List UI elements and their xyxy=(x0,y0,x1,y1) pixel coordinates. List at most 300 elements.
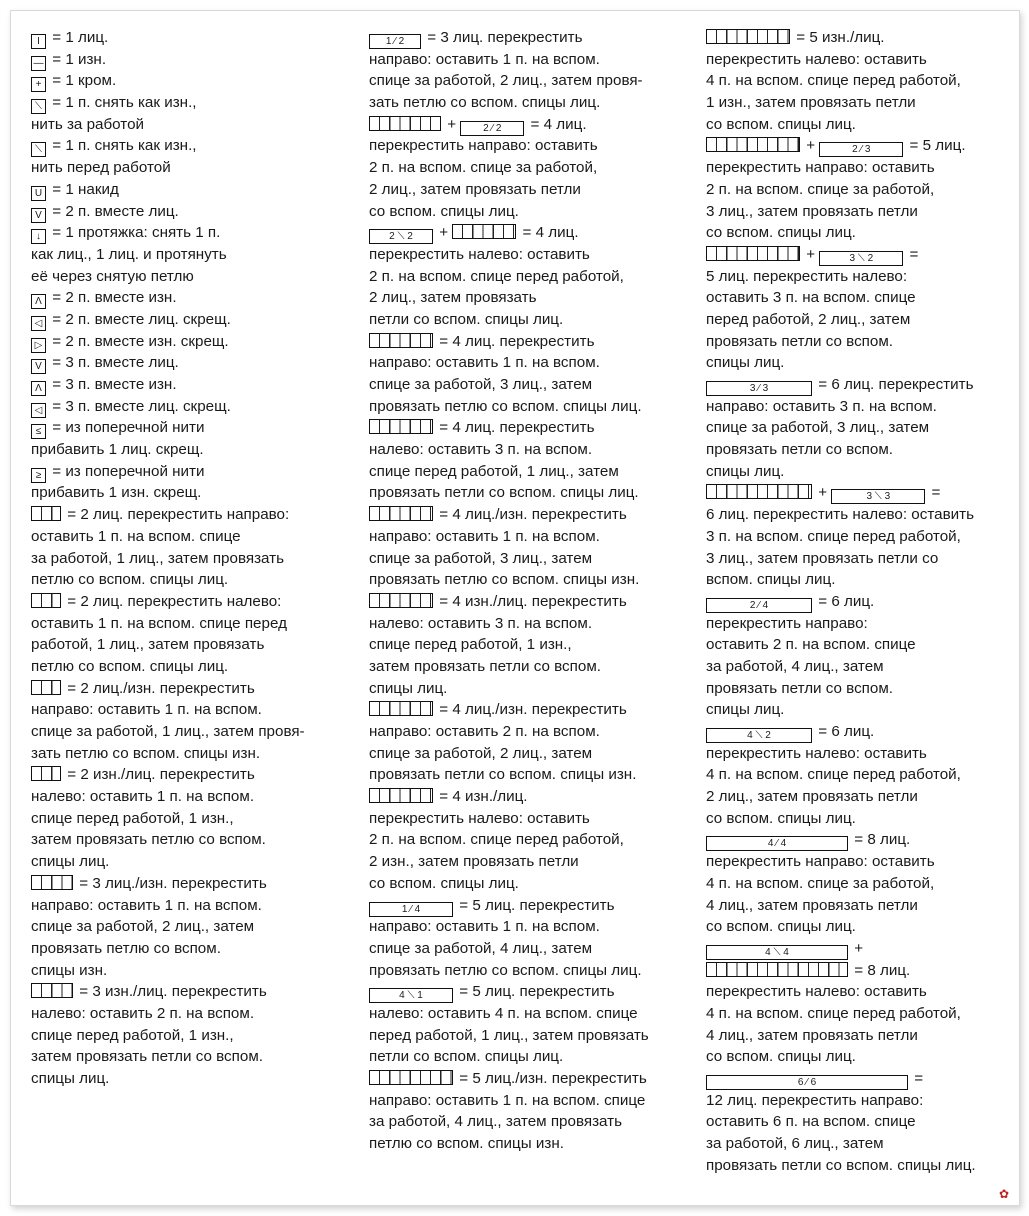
legend-line xyxy=(31,439,351,461)
legend-line xyxy=(369,699,699,721)
stitch-symbol-icon: + xyxy=(31,77,46,92)
legend-text: провязать петли со вспом. xyxy=(706,441,894,459)
legend-line xyxy=(706,92,1011,114)
legend-text: = 4 лиц. xyxy=(530,115,587,133)
legend-line xyxy=(31,396,351,418)
legend-text: направо: оставить 1 п. на вспом. xyxy=(369,354,600,372)
cable-symbol-icon xyxy=(369,506,433,521)
legend-line xyxy=(706,1133,1011,1155)
legend-text: спицы лиц. xyxy=(706,354,785,372)
legend-line xyxy=(369,829,699,851)
legend-line xyxy=(706,504,1011,526)
legend-text: = 2 п. вместе лиц. скрещ. xyxy=(52,310,231,328)
legend-line xyxy=(31,526,351,548)
legend-line xyxy=(706,49,1011,71)
legend-text: направо: оставить 3 п. на вспом. xyxy=(706,397,937,415)
legend-text: = 3 лиц. перекрестить xyxy=(427,29,583,46)
legend-text: 12 лиц. перекрестить направо: xyxy=(706,1091,924,1109)
legend-line xyxy=(706,1111,1011,1133)
legend-text: 2 лиц., затем провязать петли xyxy=(706,788,918,806)
legend-text: = 5 изн./лиц. xyxy=(796,29,885,46)
legend-text: спице перед работой, 1 изн., xyxy=(369,636,572,654)
legend-line xyxy=(31,27,351,49)
legend-text: перекрестить налево: оставить xyxy=(706,50,927,68)
legend-text: 2 лиц., затем провязать петли xyxy=(369,180,581,198)
plus-sign: + xyxy=(435,224,453,242)
legend-line xyxy=(31,135,351,157)
legend-line xyxy=(706,1068,1011,1090)
legend-text: спице за работой, 2 лиц., затем xyxy=(369,744,593,762)
legend-line xyxy=(706,591,1011,613)
legend-line xyxy=(31,548,351,570)
legend-text: со вспом. спицы лиц. xyxy=(706,1048,856,1066)
legend-text: спице за работой, 3 лиц., затем xyxy=(369,549,593,567)
legend-text: = 1 изн. xyxy=(52,50,107,68)
legend-line xyxy=(706,461,1011,483)
legend-line xyxy=(369,49,699,71)
cable-symbol-icon: 6 ⁄ 6 xyxy=(706,1075,908,1090)
legend-text: = 5 лиц. перекрестить xyxy=(459,896,615,914)
stitch-symbol-icon: ◁ xyxy=(31,403,46,418)
legend-line xyxy=(706,179,1011,201)
legend-text: = 1 протяжка: снять 1 п. xyxy=(52,224,221,242)
legend-line xyxy=(31,157,351,179)
legend-line xyxy=(31,482,351,504)
legend-line xyxy=(369,179,699,201)
legend-line xyxy=(369,222,699,244)
legend-text: направо: оставить 2 п. на вспом. xyxy=(369,723,600,740)
legend-text: провязать петли со вспом. xyxy=(706,332,894,350)
stitch-symbol-icon: ⟍ xyxy=(31,99,46,114)
legend-line xyxy=(706,1046,1011,1068)
cable-symbol-icon xyxy=(31,593,61,608)
legend-line xyxy=(706,851,1011,873)
stitch-symbol-icon: ▷ xyxy=(31,338,46,353)
legend-line xyxy=(31,49,351,71)
legend-line xyxy=(31,352,351,374)
legend-line xyxy=(31,743,351,765)
legend-line xyxy=(31,764,351,786)
cable-symbol-icon xyxy=(31,983,73,998)
legend-text: 6 лиц. перекрестить налево: оставить xyxy=(706,506,974,524)
legend-line xyxy=(31,417,351,439)
cable-symbol-icon xyxy=(31,875,73,890)
legend-text: перед работой, 1 лиц., затем провязать xyxy=(369,1026,649,1044)
legend-line xyxy=(31,699,351,721)
legend-text: за работой, 4 лиц., затем xyxy=(706,657,884,675)
legend-text: петли со вспом. спицы лиц. xyxy=(369,1048,564,1066)
cable-symbol-icon xyxy=(706,246,800,261)
legend-line xyxy=(706,157,1011,179)
legend-text: 2 п. на вспом. спице за работой, xyxy=(369,159,598,177)
legend-text: = 5 лиц./изн. перекрестить xyxy=(459,1070,647,1087)
legend-text: за работой, 4 лиц., затем провязать xyxy=(369,1113,623,1131)
legend-line xyxy=(369,1090,699,1112)
legend-line xyxy=(31,569,351,591)
legend-text: прибавить 1 изн. скрещ. xyxy=(31,484,202,502)
legend-line xyxy=(706,309,1011,331)
legend-text: = 2 лиц./изн. перекрестить xyxy=(67,679,255,697)
legend-text: = 2 изн./лиц. перекрестить xyxy=(67,766,255,784)
legend-line xyxy=(369,201,699,223)
legend-text: зать петлю со вспом. спицы изн. xyxy=(31,744,261,762)
legend-line xyxy=(706,895,1011,917)
legend-line xyxy=(706,396,1011,418)
legend-line xyxy=(31,873,351,895)
legend-line xyxy=(31,114,351,136)
legend-text: затем провязать петли со вспом. xyxy=(31,1048,263,1066)
cable-symbol-icon xyxy=(706,137,800,152)
legend-text: оставить 1 п. на вспом. спице перед xyxy=(31,614,287,632)
legend-line xyxy=(706,764,1011,786)
legend-line xyxy=(706,374,1011,396)
legend-text: со вспом. спицы лиц. xyxy=(706,809,856,827)
legend-line xyxy=(706,548,1011,570)
legend-line xyxy=(706,70,1011,92)
legend-line xyxy=(369,374,699,396)
legend-text: налево: оставить 3 п. на вспом. xyxy=(369,614,593,632)
legend-text: перед работой, 2 лиц., затем xyxy=(706,310,911,328)
legend-text: = 5 лиц. xyxy=(909,137,966,155)
legend-text: направо: оставить 1 п. на вспом. xyxy=(369,50,600,68)
legend-line xyxy=(706,808,1011,830)
legend-text: как лиц., 1 лиц. и протянуть xyxy=(31,245,227,263)
legend-text: за работой, 1 лиц., затем провязать xyxy=(31,549,285,567)
legend-line xyxy=(369,92,699,114)
legend-line xyxy=(369,526,699,548)
legend-text: спицы изн. xyxy=(31,961,108,979)
legend-text: = 2 п. вместе изн. xyxy=(52,289,177,307)
cable-symbol-icon xyxy=(369,1070,453,1085)
legend-line xyxy=(31,613,351,635)
legend-text: её через снятую петлю xyxy=(31,267,194,285)
legend-line xyxy=(706,634,1011,656)
legend-line xyxy=(31,461,351,483)
stitch-symbol-icon: Λ xyxy=(31,381,46,396)
legend-text: спице за работой, 1 лиц., затем провя- xyxy=(31,723,305,740)
legend-text: перекрестить налево: оставить xyxy=(706,983,927,1001)
legend-text: направо: оставить 1 п. на вспом. xyxy=(369,918,600,936)
legend-text: + xyxy=(854,939,864,957)
legend-text: оставить 3 п. на вспом. спице xyxy=(706,289,916,307)
legend-line xyxy=(369,873,699,895)
legend-text: = 3 п. вместе лиц. xyxy=(52,354,179,372)
legend-line xyxy=(369,27,699,49)
legend-line xyxy=(369,1003,699,1025)
legend-text: со вспом. спицы лиц. xyxy=(706,224,856,242)
cable-symbol-icon: 3 ⟍ 2 xyxy=(819,251,903,266)
legend-text: = 4 изн./лиц. перекрестить xyxy=(439,592,627,610)
stitch-symbol-icon: ↓ xyxy=(31,229,46,244)
legend-line xyxy=(31,1068,351,1090)
legend-text: = 1 лиц. xyxy=(52,29,109,46)
legend-line xyxy=(31,92,351,114)
legend-text: 2 п. на вспом. спице за работой, xyxy=(706,180,935,198)
legend-line xyxy=(369,461,699,483)
legend-line xyxy=(31,504,351,526)
legend-text: = xyxy=(931,484,941,502)
legend-text: провязать петлю со вспом. xyxy=(31,939,221,957)
legend-text: = 2 лиц. перекрестить направо: xyxy=(67,506,290,524)
stitch-symbol-icon: ≥ xyxy=(31,468,46,483)
legend-line xyxy=(31,591,351,613)
legend-line xyxy=(369,157,699,179)
legend-line xyxy=(369,938,699,960)
legend-line xyxy=(369,1133,699,1155)
legend-text: вспом. спицы лиц. xyxy=(706,571,836,589)
legend-text: 2 лиц., затем провязать xyxy=(369,289,537,307)
legend-line xyxy=(369,786,699,808)
legend-text: провязать петли со вспом. спицы лиц. xyxy=(706,1156,976,1174)
legend-line xyxy=(369,135,699,157)
legend-text: = 2 п. вместе изн. скрещ. xyxy=(52,332,229,350)
legend-text: нить за работой xyxy=(31,115,145,133)
legend-line xyxy=(31,1046,351,1068)
legend-text: 4 п. на вспом. спице перед работой, xyxy=(706,766,961,784)
legend-line xyxy=(31,222,351,244)
corner-logo-icon: ✿ xyxy=(999,1187,1010,1201)
legend-line xyxy=(369,396,699,418)
legend-line xyxy=(706,613,1011,635)
stitch-symbol-icon: ⟍ xyxy=(31,142,46,157)
legend-line xyxy=(369,504,699,526)
legend-line xyxy=(31,287,351,309)
legend-text: за работой, 6 лиц., затем xyxy=(706,1135,884,1153)
legend-text: петлю со вспом. спицы изн. xyxy=(369,1135,564,1153)
legend-line xyxy=(706,114,1011,136)
legend-text: = 1 п. снять как изн., xyxy=(52,137,197,155)
legend-text: 1 изн., затем провязать петли xyxy=(706,94,916,112)
legend-text: 4 п. на вспом. спице перед работой, xyxy=(706,72,961,90)
legend-text: 3 лиц., затем провязать петли со xyxy=(706,549,939,567)
legend-line xyxy=(706,938,1011,960)
legend-line xyxy=(706,331,1011,353)
legend-text: спице за работой, 3 лиц., затем xyxy=(369,376,593,393)
legend-text: = 4 лиц. перекрестить xyxy=(439,332,595,350)
legend-text: 5 лиц. перекрестить налево: xyxy=(706,267,908,285)
legend-text: провязать петлю со вспом. спицы изн. xyxy=(369,571,640,589)
legend-text: = 4 лиц./изн. перекрестить xyxy=(439,506,627,524)
legend-line xyxy=(706,27,1011,49)
stitch-symbol-icon: Λ xyxy=(31,294,46,309)
legend-line xyxy=(706,1025,1011,1047)
legend-line xyxy=(369,287,699,309)
legend-line xyxy=(369,634,699,656)
legend-text: направо: оставить 1 п. на вспом. xyxy=(31,896,262,914)
cable-symbol-icon: 1 ⁄ 2 xyxy=(369,34,421,49)
legend-text: провязать петлю со вспом. спицы лиц. xyxy=(369,397,642,415)
legend-text: затем провязать петлю со вспом. xyxy=(31,831,266,849)
legend-line xyxy=(369,808,699,830)
legend-line xyxy=(706,960,1011,982)
legend-text: = 2 п. вместе лиц. xyxy=(52,202,179,220)
cable-symbol-icon xyxy=(31,506,61,521)
legend-text: петлю со вспом. спицы лиц. xyxy=(31,657,229,675)
legend-line xyxy=(31,851,351,873)
legend-line xyxy=(369,981,699,1003)
legend-text: спицы лиц. xyxy=(369,679,448,697)
legend-line xyxy=(369,309,699,331)
legend-line xyxy=(369,1025,699,1047)
legend-line xyxy=(706,417,1011,439)
legend-line xyxy=(706,829,1011,851)
legend-text: направо: оставить 1 п. на вспом. xyxy=(369,527,600,545)
legend-text: 3 п. на вспом. спице перед работой, xyxy=(706,527,961,545)
legend-text: спице за работой, 2 лиц., затем xyxy=(31,918,255,936)
plus-sign: + xyxy=(802,245,820,263)
cable-symbol-icon: 4 ⟍ 4 xyxy=(706,945,848,960)
cable-symbol-icon: 2 ⁄ 2 xyxy=(460,121,524,136)
legend-line xyxy=(369,482,699,504)
legend-text: = 8 лиц. xyxy=(854,831,911,849)
legend-line xyxy=(706,244,1011,266)
legend-text: оставить 1 п. на вспом. спице xyxy=(31,527,241,545)
legend-text: налево: оставить 4 п. на вспом. спице xyxy=(369,1004,638,1022)
cable-symbol-icon: 1 ⁄ 4 xyxy=(369,902,453,917)
legend-text: = 5 лиц. перекрестить xyxy=(459,983,615,1001)
legend-line xyxy=(706,916,1011,938)
legend-text: налево: оставить 1 п. на вспом. xyxy=(31,788,255,806)
legend-text: 4 п. на вспом. спице за работой, xyxy=(706,874,935,892)
plus-sign: + xyxy=(814,484,832,502)
legend-text: направо: оставить 1 п. на вспом. xyxy=(31,701,262,719)
cable-symbol-icon xyxy=(369,419,433,434)
legend-text: петлю со вспом. спицы лиц. xyxy=(31,571,229,589)
legend-line xyxy=(706,743,1011,765)
legend-text: спице за работой, 3 лиц., затем xyxy=(706,419,930,437)
cable-symbol-icon xyxy=(369,333,433,348)
legend-text: = 3 п. вместе лиц. скрещ. xyxy=(52,397,231,415)
legend-line xyxy=(31,895,351,917)
knitting-legend-page xyxy=(10,10,1020,1206)
legend-text: = 3 изн./лиц. перекрестить xyxy=(79,983,267,1001)
legend-text: = 8 лиц. xyxy=(854,961,911,979)
legend-line xyxy=(369,266,699,288)
legend-line xyxy=(369,439,699,461)
legend-line xyxy=(369,114,699,136)
legend-line xyxy=(706,266,1011,288)
legend-line xyxy=(706,981,1011,1003)
legend-text: = 2 лиц. перекрестить налево: xyxy=(67,592,282,610)
cable-symbol-icon xyxy=(31,680,61,695)
legend-text: = 6 лиц. xyxy=(818,592,875,610)
legend-text: провязать петли со вспом. спицы лиц. xyxy=(369,484,639,502)
cable-symbol-icon xyxy=(369,593,433,608)
legend-line xyxy=(706,1090,1011,1112)
cable-symbol-icon xyxy=(706,29,790,44)
legend-text: перекрестить направо: оставить xyxy=(369,137,598,155)
legend-text: со вспом. спицы лиц. xyxy=(706,918,856,936)
legend-line xyxy=(31,786,351,808)
legend-text: спице за работой, 2 лиц., затем провя- xyxy=(369,72,643,90)
legend-line xyxy=(369,613,699,635)
legend-text: перекрестить налево: оставить xyxy=(369,809,590,827)
legend-line xyxy=(706,439,1011,461)
cable-symbol-icon xyxy=(706,962,848,977)
cable-symbol-icon xyxy=(369,788,433,803)
legend-line xyxy=(31,266,351,288)
stitch-symbol-icon: ◁ xyxy=(31,316,46,331)
legend-text: = 6 лиц. перекрестить xyxy=(818,376,974,393)
legend-text: спице перед работой, 1 лиц., затем xyxy=(369,462,619,480)
legend-line xyxy=(706,721,1011,743)
legend-line xyxy=(369,851,699,873)
legend-line xyxy=(31,1025,351,1047)
cable-symbol-icon xyxy=(31,766,61,781)
legend-text: = 4 лиц. перекрестить xyxy=(439,419,595,437)
stitch-symbol-icon: V xyxy=(31,359,46,374)
legend-text: спице перед работой, 1 изн., xyxy=(31,1026,234,1044)
legend-line xyxy=(31,331,351,353)
cable-symbol-icon: 2 ⁄ 3 xyxy=(819,142,903,157)
legend-text: со вспом. спицы лиц. xyxy=(369,874,519,892)
legend-text: зать петлю со вспом. спицы лиц. xyxy=(369,94,601,112)
legend-line xyxy=(369,352,699,374)
legend-text: спицы лиц. xyxy=(31,1070,110,1087)
legend-line xyxy=(369,1111,699,1133)
legend-text: со вспом. спицы лиц. xyxy=(369,202,519,220)
cable-symbol-icon xyxy=(452,224,516,239)
legend-text: = 3 п. вместе изн. xyxy=(52,376,177,393)
legend-text: спицы лиц. xyxy=(706,701,785,719)
stitch-symbol-icon: I xyxy=(31,34,46,49)
cable-symbol-icon: 4 ⟍ 2 xyxy=(706,728,812,743)
legend-text: нить перед работой xyxy=(31,159,171,177)
cable-symbol-icon xyxy=(369,701,433,716)
legend-line xyxy=(706,656,1011,678)
cable-symbol-icon: 2 ⁄ 4 xyxy=(706,598,812,613)
legend-line xyxy=(31,374,351,396)
legend-text: 4 лиц., затем провязать петли xyxy=(706,1026,918,1044)
legend-line xyxy=(369,895,699,917)
legend-line xyxy=(706,482,1011,504)
legend-line xyxy=(369,916,699,938)
stitch-symbol-icon: ≤ xyxy=(31,424,46,439)
legend-text: налево: оставить 3 п. на вспом. xyxy=(369,441,593,459)
legend-text: направо: оставить 1 п. на вспом. спице xyxy=(369,1091,646,1109)
legend-text: = xyxy=(909,245,919,263)
legend-line xyxy=(31,678,351,700)
legend-line xyxy=(31,916,351,938)
legend-line xyxy=(706,1155,1011,1177)
legend-text: 2 п. на вспом. спице перед работой, xyxy=(369,831,624,849)
legend-column-3 xyxy=(706,27,1011,1176)
legend-text: прибавить 1 лиц. скрещ. xyxy=(31,441,204,459)
cable-symbol-icon: 3 ⁄ 3 xyxy=(706,381,812,396)
legend-line xyxy=(31,201,351,223)
legend-text: 2 п. на вспом. спице перед работой, xyxy=(369,267,624,285)
legend-line xyxy=(31,808,351,830)
legend-text: = 1 п. снять как изн., xyxy=(52,94,197,112)
legend-text: спице за работой, 4 лиц., затем xyxy=(369,939,593,957)
legend-text: = 1 кром. xyxy=(52,72,117,90)
legend-text: 3 лиц., затем провязать петли xyxy=(706,202,918,220)
legend-text: налево: оставить 2 п. на вспом. xyxy=(31,1004,255,1022)
legend-line xyxy=(31,1003,351,1025)
legend-line xyxy=(31,634,351,656)
legend-text: перекрестить направо: оставить xyxy=(706,159,935,177)
legend-line xyxy=(706,1003,1011,1025)
legend-line xyxy=(706,569,1011,591)
plus-sign: + xyxy=(443,115,461,133)
legend-text: перекрестить налево: оставить xyxy=(369,245,590,263)
plus-sign: + xyxy=(802,137,820,155)
legend-line xyxy=(31,309,351,331)
legend-text: 4 лиц., затем провязать петли xyxy=(706,896,918,914)
cable-symbol-icon xyxy=(706,484,812,499)
legend-line xyxy=(369,678,699,700)
legend-line xyxy=(369,1046,699,1068)
